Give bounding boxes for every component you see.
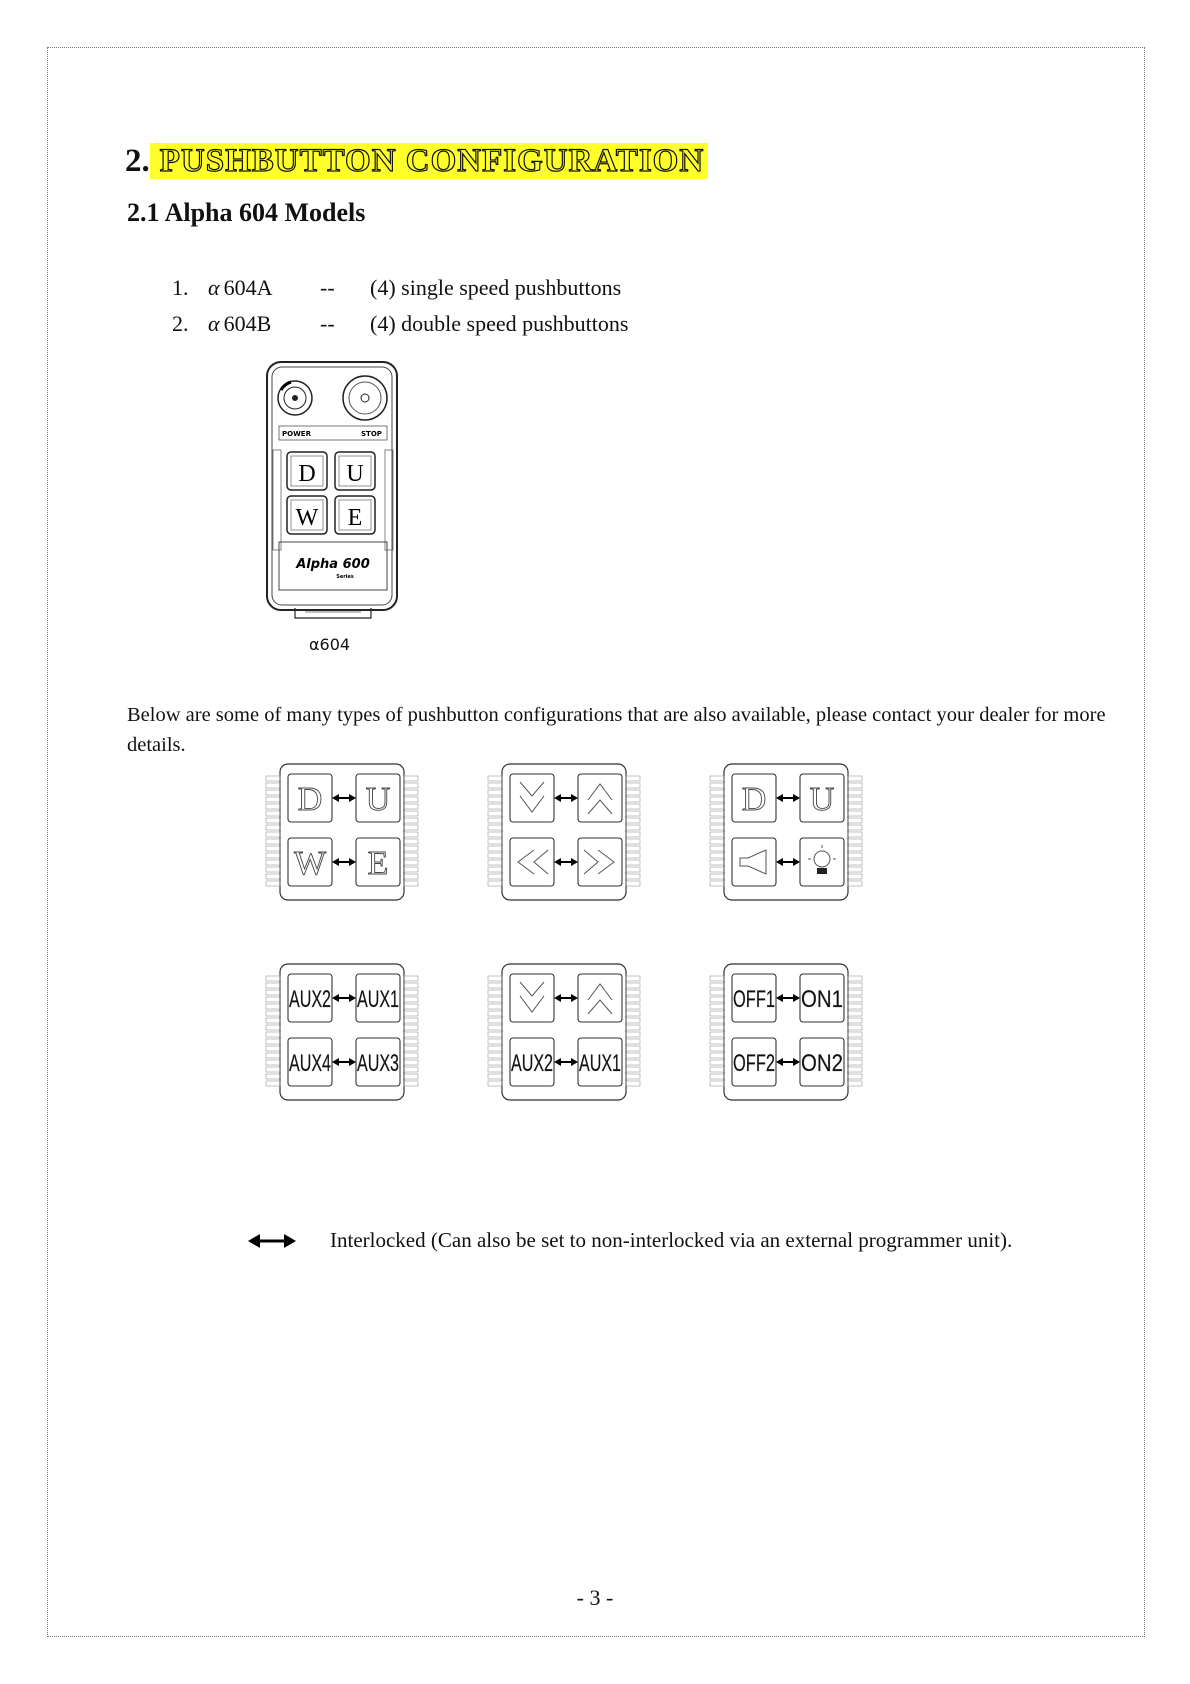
config-button: [800, 1038, 844, 1086]
config-button-label: AUX2: [511, 1050, 553, 1077]
up-double-arrow-icon: [588, 984, 612, 1014]
stop-label: STOP: [361, 430, 382, 438]
config-button: [510, 974, 554, 1022]
model-list: [172, 270, 628, 342]
config-button-label: AUX3: [357, 1050, 399, 1077]
model-code: 604B: [223, 311, 272, 336]
brand-logo: Alpha 600: [296, 557, 370, 572]
config-diagram: [706, 962, 866, 1102]
config-button-label: U: [809, 781, 835, 818]
down-double-arrow-icon: [520, 782, 544, 812]
legend-text: Interlocked (Can also be set to non-interlocked via an external programmer unit).: [330, 1228, 1013, 1252]
list-item: [172, 306, 628, 342]
config-button-label: E: [367, 845, 389, 882]
interlock-arrow-icon: [332, 794, 356, 802]
config-button: [578, 774, 622, 822]
config-button: [356, 838, 400, 886]
list-number: 1.: [172, 275, 189, 300]
config-button: [288, 974, 332, 1022]
section-heading: [125, 140, 708, 182]
config-button: [800, 974, 844, 1022]
brand-series: Series: [336, 574, 354, 580]
config-button: [578, 838, 622, 886]
config-button: [732, 838, 776, 886]
config-button: [800, 838, 844, 886]
model-name: [208, 270, 320, 306]
config-button-label: ON1: [801, 986, 843, 1013]
page-number: - 3 -: [576, 1585, 614, 1610]
up-double-arrow-icon: [588, 784, 612, 814]
interlock-arrow-icon: [554, 794, 578, 802]
list-item: [172, 270, 628, 306]
model-code: 604A: [223, 275, 273, 300]
interlock-arrow-icon: [248, 1234, 296, 1248]
interlock-arrow-icon: [332, 994, 356, 1002]
config-button-label: AUX1: [357, 986, 399, 1013]
config-button-label: AUX4: [289, 1050, 331, 1077]
config-button-label: D: [297, 781, 323, 818]
subsection-heading: 2.1 Alpha 604 Models: [127, 198, 366, 227]
stop-button-icon: [343, 376, 387, 420]
interlock-arrow-icon: [776, 994, 800, 1002]
interlock-arrow-icon: [554, 994, 578, 1002]
config-diagram: [262, 962, 422, 1102]
config-button: [356, 1038, 400, 1086]
interlock-arrow-icon: [776, 858, 800, 866]
config-button-label: AUX2: [289, 986, 331, 1013]
config-button-label: AUX1: [579, 1050, 621, 1077]
config-button: [732, 774, 776, 822]
config-button-label: D: [741, 781, 767, 818]
interlock-arrow-icon: [554, 1058, 578, 1066]
right-double-arrow-icon: [584, 850, 614, 874]
config-diagram: [706, 762, 866, 902]
separator: --: [320, 275, 335, 300]
config-button: [288, 1038, 332, 1086]
config-button: [732, 1038, 776, 1086]
config-button: [510, 774, 554, 822]
separator: --: [320, 311, 335, 336]
config-diagram: [262, 762, 422, 902]
config-button: [356, 974, 400, 1022]
button-u-label: U: [346, 461, 364, 487]
power-key-icon: [278, 381, 312, 415]
interlock-arrow-icon: [332, 858, 356, 866]
remote-control-drawing: [265, 360, 401, 625]
config-button-label: W: [293, 845, 327, 882]
config-button-label: U: [365, 781, 391, 818]
interlock-arrow-icon: [554, 858, 578, 866]
section-number: 2.: [125, 143, 150, 179]
power-label: POWER: [282, 430, 311, 438]
config-button: [732, 974, 776, 1022]
left-double-arrow-icon: [518, 850, 548, 874]
interlock-arrow-icon: [332, 1058, 356, 1066]
config-button: [578, 1038, 622, 1086]
button-d: [287, 452, 327, 490]
model-description: (4) single speed pushbuttons: [370, 275, 622, 300]
config-button: [288, 774, 332, 822]
config-button: [356, 774, 400, 822]
config-diagram: [484, 962, 644, 1102]
section-title: PUSHBUTTON CONFIGURATION: [150, 143, 708, 179]
button-d-label: D: [298, 461, 316, 487]
config-button: [800, 774, 844, 822]
config-button: [510, 838, 554, 886]
button-e-label: E: [347, 505, 363, 531]
config-button: [510, 1038, 554, 1086]
horn-icon: [740, 850, 766, 874]
button-w: [287, 496, 327, 534]
config-diagram: [484, 762, 644, 902]
list-number: 2.: [172, 311, 189, 336]
button-w-label: W: [295, 505, 319, 531]
light-bulb-icon: [808, 845, 836, 874]
button-u: [335, 452, 375, 490]
remote-caption: α604: [309, 635, 351, 654]
description-paragraph: Below are some of many types of pushbutton configurations that are also available, please contact your dealer for more details.: [127, 704, 1106, 756]
model-description: (4) double speed pushbuttons: [370, 311, 629, 336]
alpha-symbol: α: [208, 311, 220, 336]
config-button: [288, 838, 332, 886]
button-e: [335, 496, 375, 534]
config-button-label: OFF1: [733, 986, 775, 1013]
config-button-label: ON2: [801, 1050, 843, 1077]
model-name: [208, 306, 320, 342]
down-double-arrow-icon: [520, 982, 544, 1012]
interlock-arrow-icon: [776, 794, 800, 802]
alpha-symbol: α: [208, 275, 220, 300]
legend: [248, 1228, 1012, 1253]
interlock-arrow-icon: [776, 1058, 800, 1066]
config-button-label: OFF2: [733, 1050, 775, 1077]
config-button: [578, 974, 622, 1022]
